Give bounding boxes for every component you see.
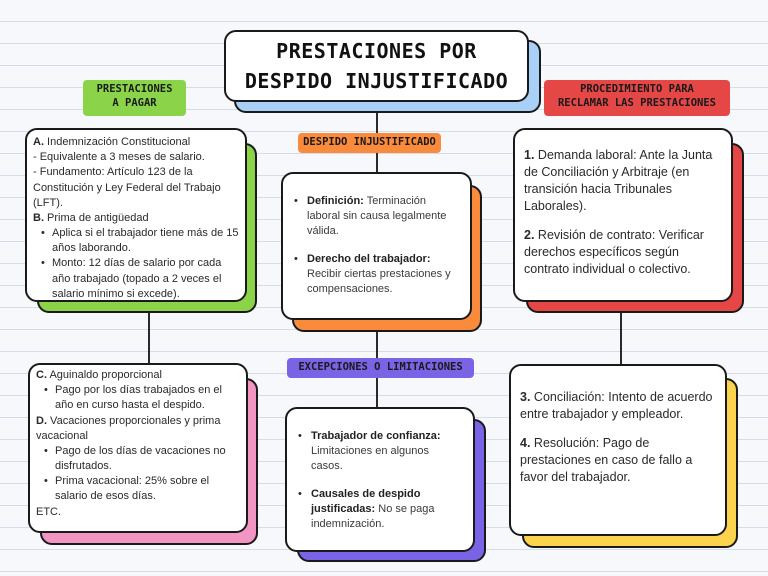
excepciones-list <box>297 429 463 532</box>
step-text: Demanda laboral: Ante la Junta de Conciliación y Arbitraje (en transición hacia Tribunales Laborales). <box>524 148 713 213</box>
main-title <box>224 30 529 102</box>
list-item <box>297 487 463 533</box>
label-line: PROCEDIMIENTO PARA <box>580 83 694 95</box>
item-a-title: Indemnización Constitucional <box>44 136 191 148</box>
card-excepciones <box>285 407 475 552</box>
list-item <box>297 429 463 475</box>
item-title: Causales de despido justificadas: <box>311 487 421 515</box>
step-text: Resolución: Pago de prestaciones en caso de fallo a favor del trabajador. <box>520 436 693 484</box>
step-number: 1. <box>524 148 535 162</box>
list-item: • Prima vacacional: 25% sobre el salario de esos días. <box>36 474 240 504</box>
label-procedimiento <box>544 80 730 116</box>
item-a-detail: - Fundamento: Artículo 123 de la Constitución y Ley Federal del Trabajo (LFT). <box>33 166 221 209</box>
step-1 <box>524 147 723 215</box>
step-number: 2. <box>524 228 535 242</box>
despido-list <box>293 194 460 297</box>
list-item: • Monto: 12 días de salario por cada año trabajado (topado a 2 veces el salario mínimo si excede). <box>33 256 239 302</box>
list-item <box>293 252 460 298</box>
item-c <box>36 368 240 383</box>
etc-text: ETC. <box>36 505 62 518</box>
item-text: No se paga indemnización. <box>311 502 435 530</box>
label-despido-injustificado: DESPIDO INJUSTIFICADO <box>298 133 441 153</box>
item-d <box>36 414 240 444</box>
item-text: Limitaciones en algunos casos. <box>311 445 430 473</box>
item-c-title: Aguinaldo proporcional <box>47 369 162 381</box>
item-c-list <box>36 383 240 413</box>
item-b-title: Prima de antigüedad <box>44 211 149 224</box>
list-item: • Pago por los días trabajados en el año en curso hasta el despido. <box>36 383 240 413</box>
letter-c: C. <box>36 369 47 381</box>
label-prestaciones-a-pagar <box>83 80 186 116</box>
list-item <box>293 194 460 240</box>
item-b-list <box>33 226 239 302</box>
step-4 <box>520 435 717 486</box>
letter-d: D. <box>36 414 47 427</box>
label-line: A PAGAR <box>112 96 157 109</box>
step-2 <box>524 227 723 278</box>
item-a-detail: - Equivalente a 3 meses de salario. <box>33 151 205 164</box>
card-procedimiento-3-4 <box>509 364 727 536</box>
step-text: Conciliación: Intento de acuerdo entre trabajador y empleador. <box>520 390 713 421</box>
step-3 <box>520 389 717 423</box>
step-number: 4. <box>520 436 531 450</box>
title-line-2: DESPIDO INJUSTIFICADO <box>244 69 509 93</box>
item-a <box>33 135 239 150</box>
list-item: • Aplica si el trabajador tiene más de 15 años laborando. <box>33 226 239 256</box>
item-b <box>33 211 239 226</box>
card-procedimiento-1-2 <box>513 128 733 302</box>
step-number: 3. <box>520 390 531 404</box>
label-line: RECLAMAR LAS PRESTACIONES <box>557 96 717 109</box>
label-excepciones: EXCEPCIONES O LIMITACIONES <box>287 358 474 378</box>
letter-b: B. <box>33 211 44 224</box>
item-d-list <box>36 444 240 505</box>
card-prestaciones-a-b <box>25 128 247 302</box>
letter-a: A. <box>33 136 44 148</box>
item-title: Definición: <box>307 195 364 207</box>
item-title: Trabajador de confianza: <box>311 430 441 442</box>
step-text: Revisión de contrato: Verificar derechos específicos según contrato individual o colectivo. <box>524 228 704 276</box>
item-text: Recibir ciertas prestaciones y compensaciones. <box>307 267 451 295</box>
card-despido-injustificado <box>281 172 472 320</box>
label-line: PRESTACIONES <box>96 83 173 95</box>
card-prestaciones-c-d <box>28 363 248 533</box>
item-title: Derecho del trabajador: <box>307 252 431 265</box>
item-text: Terminación laboral sin causa legalmente válida. <box>307 195 447 238</box>
item-d-title: Vacaciones proporcionales y prima vacacional <box>36 414 221 442</box>
list-item: • Pago de los días de vacaciones no disfrutados. <box>36 444 240 474</box>
title-line-1: PRESTACIONES POR <box>276 39 477 63</box>
